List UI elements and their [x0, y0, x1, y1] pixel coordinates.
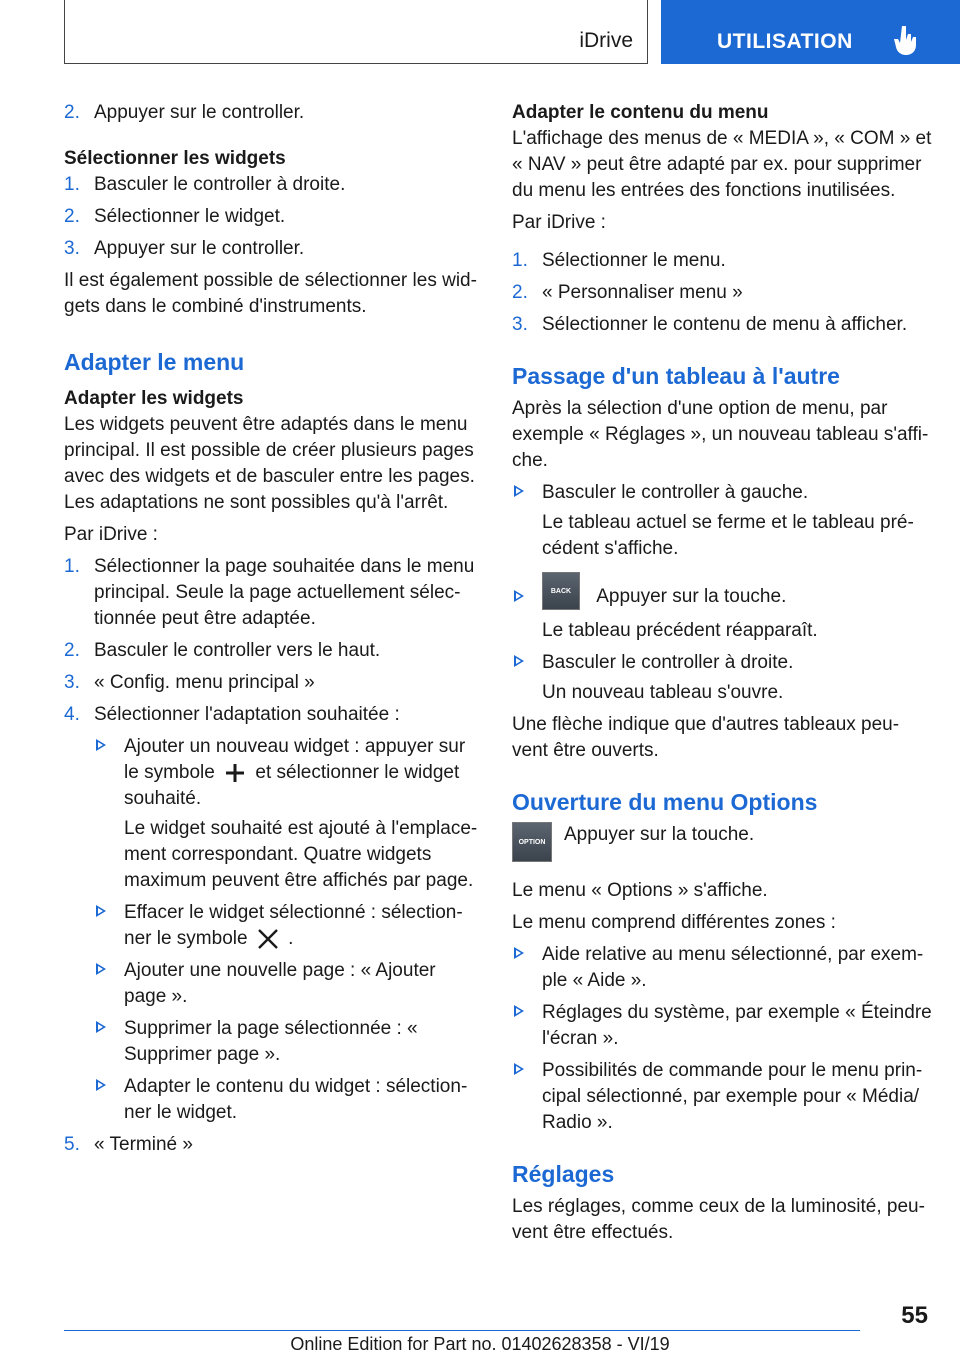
paragraph: L'affichage des menus de « MEDIA », « COM » et « NAV » peut être adapté par ex. pour supprimer du menu les entrées des fonctions inutilisées. — [512, 128, 932, 201]
hand-pointer-icon — [893, 24, 921, 56]
step-text: Sélectionner la page souhaitée dans le menu principal. Seule la page actuellement sélec-tionnée peut être adaptée. — [94, 556, 475, 629]
back-button-image: BACK — [542, 572, 580, 610]
subheading-menu-content: Adapter le contenu du menu — [512, 102, 769, 123]
step-text: Sélectionner l'adaptation souhaitée : — [94, 704, 400, 725]
bullet-item — [94, 958, 482, 1010]
bullet-item — [512, 1000, 932, 1052]
step-text: Sélectionner le menu. — [542, 250, 726, 271]
paragraph: Après la sélection d'une option de menu, par exemple « Réglages », un nouveau tableau s'affi-che. — [512, 398, 929, 471]
footer-edition: Online Edition for Part no. 01402628358 - VI/19 — [290, 1334, 670, 1354]
step-text: Sélectionner le widget. — [94, 206, 286, 227]
step-number: 3. — [64, 238, 80, 259]
chapter-title: UTILISATION — [717, 30, 853, 53]
bullet-item — [94, 734, 482, 894]
subheading-select-widgets: Sélectionner les widgets — [64, 148, 286, 169]
list-item — [64, 204, 482, 230]
bullet-text: Basculer le controller à gauche. — [542, 482, 809, 503]
bullet-item — [512, 650, 932, 706]
step-number: 2. — [64, 102, 80, 123]
bullet-item — [94, 900, 482, 952]
paragraph: Les réglages, comme ceux de la luminosité, peu-vent être effectués. — [512, 1196, 925, 1243]
triangle-bullet-icon — [96, 963, 106, 975]
bullet-text: Adapter le contenu du widget : sélection-ner le widget. — [124, 1076, 468, 1123]
step-number: 1. — [512, 250, 528, 271]
bullet-text: Appuyer sur la touche. — [596, 586, 787, 607]
footer-divider — [64, 1330, 860, 1331]
triangle-bullet-icon — [96, 1079, 106, 1091]
step-text: Appuyer sur le controller. — [94, 238, 305, 259]
step-number: 2. — [512, 282, 528, 303]
step-number: 1. — [64, 174, 80, 195]
option-press-row — [512, 822, 932, 864]
heading-passage: Passage d'un tableau à l'autre — [512, 363, 840, 389]
heading-adapt-menu: Adapter le menu — [64, 349, 245, 375]
bullet-text: Réglages du système, par exemple « Éteindre l'écran ». — [542, 1002, 932, 1049]
step-text: Basculer le controller vers le haut. — [94, 640, 381, 661]
right-column — [512, 100, 932, 1252]
triangle-bullet-icon — [514, 655, 524, 667]
step-text: « Terminé » — [94, 1134, 193, 1155]
paragraph: Le menu comprend différentes zones : — [512, 912, 836, 933]
heading-options: Ouverture du menu Options — [512, 789, 818, 815]
bullet-item — [94, 1016, 482, 1068]
list-item — [64, 172, 482, 198]
step-text: Appuyer sur le controller. — [94, 102, 305, 123]
paragraph: Par iDrive : — [512, 212, 606, 233]
bullet-text: Ajouter une nouvelle page : « Ajouter page ». — [124, 960, 436, 1007]
section-title: iDrive — [579, 29, 633, 52]
paragraph: Les widgets peuvent être adaptés dans le menu principal. Il est possible de créer plusieurs pages avec des widgets et de basculer entre les pages. Les adaptations ne sont possibles qu'à l'arrêt. — [64, 414, 475, 513]
bullet-continuation: Le tableau actuel se ferme et le tableau pré-cédent s'affiche. — [542, 512, 914, 559]
bullet-item — [512, 1058, 932, 1136]
bullet-text: et sélectionner le widget souhaité. — [124, 762, 460, 809]
triangle-bullet-icon — [514, 1063, 524, 1075]
list-item — [512, 312, 932, 338]
bullet-text: Basculer le controller à droite. — [542, 652, 794, 673]
list-item — [64, 670, 482, 696]
bullet-text: Possibilités de commande pour le menu prin-cipal sélectionné, par exemple pour « Média/ Radio ». — [542, 1060, 923, 1133]
step-number: 3. — [64, 672, 80, 693]
step-number: 4. — [64, 704, 80, 725]
step-text: Sélectionner le contenu de menu à afficher. — [542, 314, 908, 335]
list-item — [64, 1132, 482, 1158]
bullet-item — [94, 1074, 482, 1126]
page-number: 55 — [901, 1302, 928, 1329]
list-item — [64, 236, 482, 262]
bullet-text: Ajouter un nouveau widget : appuyer sur le symbole — [124, 736, 466, 783]
step-number: 1. — [64, 556, 80, 577]
close-x-icon — [253, 929, 283, 949]
step-text: Basculer le controller à droite. — [94, 174, 346, 195]
list-item — [64, 702, 482, 1126]
subheading-adapt-widgets: Adapter les widgets — [64, 388, 244, 409]
bullet-text: Supprimer la page sélectionnée : « Supprimer page ». — [124, 1018, 418, 1065]
step-number: 3. — [512, 314, 528, 335]
list-item — [64, 554, 482, 632]
bullet-item — [512, 572, 932, 644]
step-number: 2. — [64, 640, 80, 661]
list-item — [512, 248, 932, 274]
triangle-bullet-icon — [96, 739, 106, 751]
left-column — [64, 100, 482, 1164]
step-number: 2. — [64, 206, 80, 227]
bullet-text: Aide relative au menu sélectionné, par exem-ple « Aide ». — [542, 944, 924, 991]
plus-icon — [220, 763, 250, 783]
paragraph: Il est également possible de sélectionner les wid-gets dans le combiné d'instruments. — [64, 270, 477, 317]
paragraph: Une flèche indique que d'autres tableaux peu-vent être ouverts. — [512, 714, 900, 761]
triangle-bullet-icon — [514, 947, 524, 959]
list-item — [64, 638, 482, 664]
heading-reglages: Réglages — [512, 1161, 615, 1187]
triangle-bullet-icon — [514, 590, 524, 602]
header-section-box — [64, 0, 648, 64]
paragraph: Le menu « Options » s'affiche. — [512, 880, 768, 901]
triangle-bullet-icon — [96, 905, 106, 917]
step-number: 5. — [64, 1134, 80, 1155]
list-item — [64, 100, 482, 126]
step-text: « Personnaliser menu » — [542, 282, 743, 303]
list-item — [512, 280, 932, 306]
bullet-continuation: Le widget souhaité est ajouté à l'emplace-ment correspondant. Quatre widgets maximum peuvent être affichés par page. — [124, 818, 478, 891]
triangle-bullet-icon — [514, 1005, 524, 1017]
bullet-item — [512, 480, 932, 562]
chapter-tab — [661, 0, 960, 64]
triangle-bullet-icon — [514, 485, 524, 497]
option-button-image: OPTION — [512, 822, 552, 862]
step-text: « Config. menu principal » — [94, 672, 315, 693]
bullet-item — [512, 942, 932, 994]
bullet-continuation: Le tableau précédent réapparaît. — [542, 620, 818, 641]
paragraph: Appuyer sur la touche. — [564, 824, 755, 845]
bullet-text: . — [288, 928, 294, 949]
bullet-text: Effacer le widget sélectionné : sélection-ner le symbole — [124, 902, 463, 949]
paragraph: Par iDrive : — [64, 524, 158, 545]
bullet-continuation: Un nouveau tableau s'ouvre. — [542, 682, 784, 703]
triangle-bullet-icon — [96, 1021, 106, 1033]
